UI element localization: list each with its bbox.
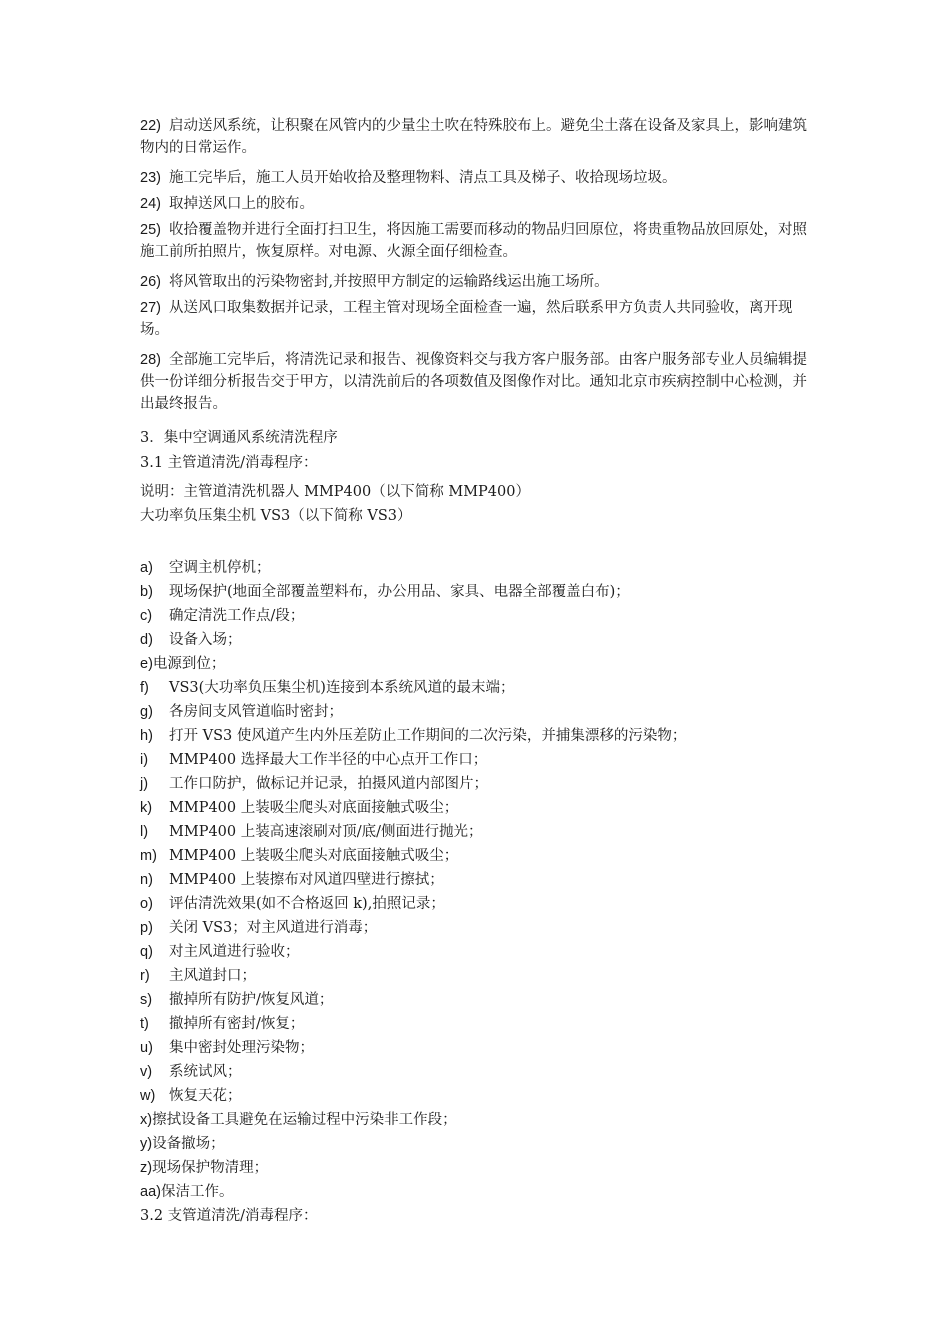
step-text: MMP400 上装吸尘爬头对底面接触式吸尘；	[169, 848, 459, 864]
step-l	[140, 821, 483, 843]
step-o	[140, 893, 445, 915]
step-text: 主风道封口；	[169, 968, 256, 984]
step-letter: e)	[140, 656, 153, 672]
step-j	[140, 773, 488, 795]
paragraph-26	[140, 271, 808, 293]
step-text: 撤掉所有密封/恢复；	[169, 1016, 305, 1032]
step-m	[140, 845, 458, 867]
step-a	[140, 557, 271, 579]
step-text: 集中密封处理污染物；	[169, 1040, 314, 1056]
step-letter: aa)	[140, 1184, 161, 1200]
step-letter: b)	[140, 584, 153, 600]
step-letter: i)	[140, 752, 149, 768]
step-text: 评估清洗效果(如不合格返回 k),拍照记录；	[169, 896, 445, 912]
step-letter: z)	[140, 1160, 153, 1176]
paragraph-number: 28)	[140, 352, 161, 368]
step-letter: v)	[140, 1064, 153, 1080]
paragraph-text: 全部施工完毕后，将清洗记录和报告、视像资料交与我方客户服务部。由客户服务部专业人员编辑提供一份详细分析报告交于甲方，以清洗前后的各项数值及图像作对比。通知北京市疾病控制中心检测，并出最终报告。	[140, 352, 807, 412]
step-text: 空调主机停机；	[169, 560, 271, 576]
step-y	[140, 1133, 225, 1155]
step-text: 设备入场；	[169, 632, 242, 648]
step-i	[140, 749, 487, 771]
step-p	[140, 917, 377, 939]
step-letter: o)	[140, 896, 153, 912]
step-letter: u)	[140, 1040, 153, 1056]
subsection-title: 3.2 支管道清洗/消毒程序：	[140, 1208, 318, 1224]
step-letter: k)	[140, 800, 153, 816]
paragraph-25	[140, 219, 808, 263]
step-letter: x)	[140, 1112, 153, 1128]
step-text: 设备撤场；	[152, 1136, 225, 1152]
step-text: VS3(大功率负压集尘机)连接到本系统风道的最末端；	[169, 680, 515, 696]
step-text: MMP400 选择最大工作半径的中心点开工作口；	[169, 752, 488, 768]
step-text: 保洁工作。	[160, 1184, 234, 1200]
step-text: 对主风道进行验收；	[169, 944, 300, 960]
step-x	[140, 1109, 457, 1131]
step-letter: r)	[140, 968, 150, 984]
note-line: 大功率负压集尘机 VS3（以下简称 VS3）	[140, 508, 412, 524]
step-letter: m)	[140, 848, 157, 864]
step-text: 关闭 VS3；对主风道进行消毒；	[169, 920, 378, 936]
paragraph-number: 22)	[140, 118, 161, 134]
step-z	[140, 1157, 268, 1179]
step-letter: f)	[140, 680, 149, 696]
step-letter: h)	[140, 728, 153, 744]
step-text: 恢复天花；	[169, 1088, 242, 1104]
step-s	[140, 989, 333, 1011]
paragraph-text: 从送风口取集数据并记录，工程主管对现场全面检查一遍，然后联系甲方负责人共同验收，离开现场。	[140, 300, 793, 338]
step-letter: l)	[140, 824, 149, 840]
step-letter: n)	[140, 872, 153, 888]
step-letter: d)	[140, 632, 153, 648]
step-letter: w)	[140, 1088, 156, 1104]
step-letter: g)	[140, 704, 153, 720]
paragraph-number: 24)	[140, 196, 161, 212]
section-title: 3．集中空调通风系统清洗程序	[140, 430, 338, 446]
paragraph-24	[140, 193, 808, 215]
paragraph-22	[140, 115, 808, 159]
step-e	[140, 653, 225, 675]
step-text: 电源到位；	[152, 656, 226, 672]
step-letter: s)	[140, 992, 153, 1008]
paragraph-number: 26)	[140, 274, 161, 290]
step-d	[140, 629, 242, 651]
paragraph-text: 将风管取出的污染物密封,并按照甲方制定的运输路线运出施工场所。	[168, 274, 609, 290]
step-letter: t)	[140, 1016, 149, 1032]
step-text: 擦拭设备工具避免在运输过程中污染非工作段；	[152, 1112, 457, 1128]
step-letter: y)	[140, 1136, 153, 1152]
step-u	[140, 1037, 314, 1059]
step-text: MMP400 上装吸尘爬头对底面接触式吸尘；	[169, 800, 459, 816]
step-k	[140, 797, 458, 819]
step-b	[140, 581, 630, 603]
step-aa	[140, 1181, 233, 1203]
step-letter: j)	[140, 776, 149, 792]
paragraph-27	[140, 297, 808, 341]
step-text: 打开 VS3 使风道产生内外压差防止工作期间的二次污染，并捕集漂移的污染物；	[169, 728, 687, 744]
paragraph-23	[140, 167, 808, 189]
step-letter: c)	[140, 608, 153, 624]
step-letter: q)	[140, 944, 153, 960]
step-v	[140, 1061, 242, 1083]
step-w	[140, 1085, 242, 1107]
step-h	[140, 725, 686, 747]
step-text: 系统试风；	[169, 1064, 242, 1080]
step-text: 现场保护(地面全部覆盖塑料布，办公用品、家具、电器全部覆盖白布)；	[169, 584, 630, 600]
step-letter: a)	[140, 560, 153, 576]
step-c	[140, 605, 304, 627]
step-f	[140, 677, 514, 699]
step-letter: p)	[140, 920, 153, 936]
paragraph-text: 施工完毕后，施工人员开始收拾及整理物料、清点工具及梯子、收拾现场垃圾。	[168, 170, 677, 186]
step-text: MMP400 上装高速滚刷对顶/底/侧面进行抛光；	[169, 824, 483, 840]
paragraph-text: 启动送风系统，让积聚在风管内的少量尘土吹在特殊胶布上。避免尘土落在设备及家具上，影响建筑物内的日常运作。	[140, 118, 807, 156]
step-text: 工作口防护，做标记并记录，拍摄风道内部图片；	[169, 776, 488, 792]
paragraph-28	[140, 349, 808, 415]
step-text: 现场保护物清理；	[152, 1160, 269, 1176]
step-text: 撤掉所有防护/恢复风道；	[169, 992, 334, 1008]
paragraph-number: 25)	[140, 222, 161, 238]
step-r	[140, 965, 256, 987]
paragraph-number: 23)	[140, 170, 161, 186]
subsection-title: 3.1 主管道清洗/消毒程序：	[140, 455, 318, 471]
step-text: 各房间支风管道临时密封；	[169, 704, 343, 720]
step-g	[140, 701, 343, 723]
step-text: 确定清洗工作点/段；	[169, 608, 305, 624]
step-text: MMP400 上装擦布对风道四壁进行擦拭；	[169, 872, 444, 888]
paragraph-text: 收拾覆盖物并进行全面打扫卫生，将因施工需要而移动的物品归回原位，将贵重物品放回原处，对照施工前所拍照片，恢复原样。对电源、火源全面仔细检查。	[140, 222, 807, 260]
step-t	[140, 1013, 304, 1035]
paragraph-number: 27)	[140, 300, 161, 316]
step-q	[140, 941, 300, 963]
step-n	[140, 869, 444, 891]
note-line: 说明：主管道清洗机器人 MMP400（以下简称 MMP400）	[140, 484, 530, 500]
paragraph-text: 取掉送风口上的胶布。	[168, 196, 314, 212]
